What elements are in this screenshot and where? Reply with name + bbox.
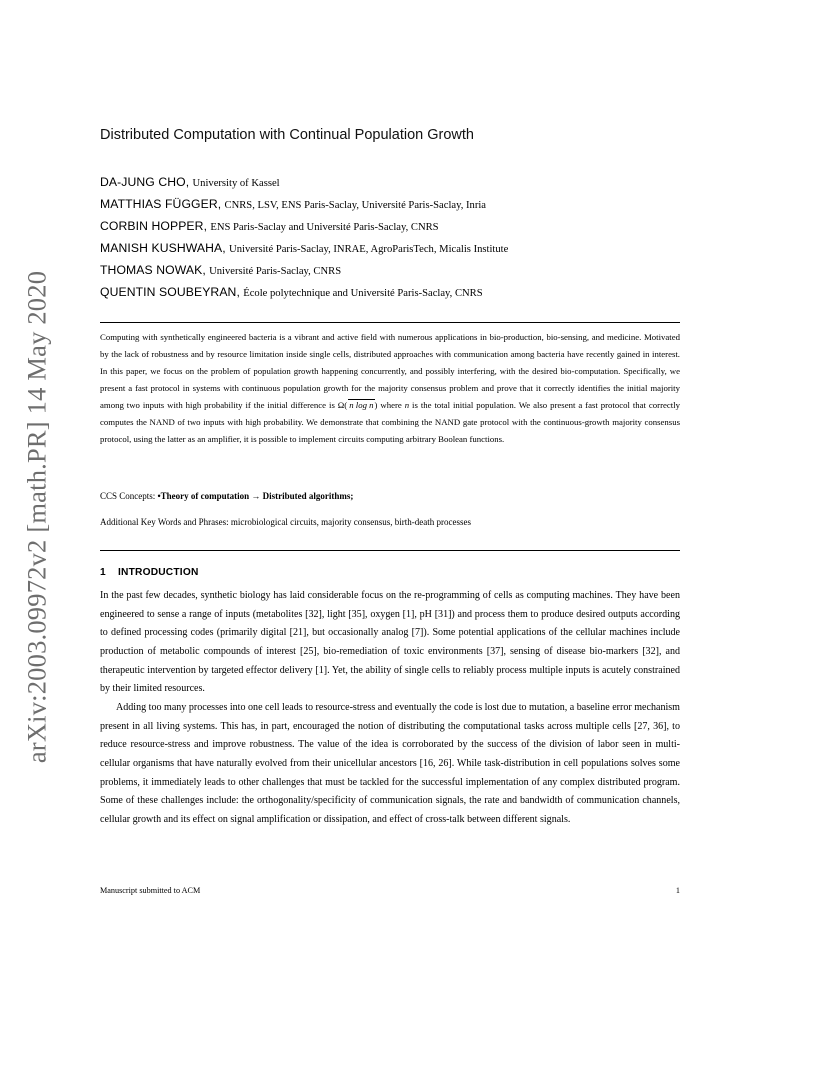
arxiv-identifier: arXiv:2003.09972v2 [math.PR] 14 May 2020: [21, 270, 52, 764]
author-affiliation: Université Paris-Saclay, CNRS: [209, 266, 342, 277]
math-variable: n: [404, 400, 410, 411]
author-entry: THOMAS NOWAK, Université Paris-Saclay, CNRS: [100, 263, 342, 277]
author-list: [100, 172, 700, 304]
section-number: 1: [100, 567, 106, 578]
author-name: DA-JUNG CHO: [100, 175, 186, 189]
arxiv-side-stamp: [14, 262, 60, 772]
footer-manuscript-note: Manuscript submitted to ACM: [100, 886, 201, 895]
author-entry: MATTHIAS FÜGGER, CNRS, LSV, ENS Paris-Saclay, Université Paris-Saclay, Inria: [100, 197, 486, 211]
ccs-concept: •Theory of computation → Distributed algorithms;: [157, 491, 354, 501]
author-affiliation: CNRS, LSV, ENS Paris-Saclay, Université Paris-Saclay, Inria: [224, 200, 486, 211]
author-affiliation: ENS Paris-Saclay and Université Paris-Saclay, CNRS: [210, 222, 439, 233]
author-affiliation: École polytechnique and Université Paris-Saclay, CNRS: [243, 288, 483, 299]
author-affiliation: University of Kassel: [192, 178, 280, 189]
section-title: INTRODUCTION: [118, 567, 199, 578]
author-name: QUENTIN SOUBEYRAN: [100, 285, 237, 299]
body-paragraph: In the past few decades, synthetic biology has laid considerable focus on the re-programming of cells as computing machines. They have been engineered to sense a range of inputs (metabolites [32], light [35], oxygen [1], pH [31]) and process them to produce desired outputs according to defined processing codes (primarily digital [21], but occasionally analog [7]). Some potential applications of the cellular machines include production of metabolic compounds of interest [25], bio-remediation of toxic environments [37], sensing of disease bio-markers [32], and therapeutic intervention by targeted effector delivery [1]. Yet, the ability of single cells to reliably process multiple inputs is acutely constrained by their limited resources.: [100, 590, 680, 695]
top-divider: [100, 322, 680, 323]
abstract: [100, 329, 680, 448]
keywords: Additional Key Words and Phrases: microbiological circuits, majority consensus, birth-death processes: [100, 517, 472, 527]
author-name: MANISH KUSHWAHA: [100, 241, 223, 255]
ccs-concepts: [100, 488, 680, 504]
paper-title: Distributed Computation with Continual Population Growth: [100, 127, 474, 143]
abstract-text: where: [377, 400, 405, 411]
section-body: [100, 587, 680, 830]
body-paragraph: Adding too many processes into one cell leads to resource-stress and eventually the code is lost due to mutation, a baseline error mechanism present in all living systems. This has, in part, encouraged the notion of distributing the computational tasks across multiple cells [27, 36], to reduce resource-stress and improve robustness. The value of the idea is corroborated by the success of the division of labor seen in multi-cellular organisms that have naturally evolved from their unicellular ancestors [16, 26]. While task-distribution in cell populations solves some problems, it immediately leads to other challenges that must be tackled for the successful implementation of any complex distributed program. Some of these challenges include: the orthogonality/specificity of communication signals, the rate and bandwidth of communication channels, cellular growth and its effect on signal amplification or dissipation, and effect of cross-talk between different signals.: [100, 701, 680, 825]
bottom-divider: [100, 550, 680, 551]
author-name: THOMAS NOWAK: [100, 263, 203, 277]
ccs-label: CCS Concepts:: [100, 491, 158, 501]
author-entry: MANISH KUSHWAHA, Université Paris-Saclay, INRAE, AgroParisTech, Micalis Institute: [100, 241, 509, 255]
author-affiliation: Université Paris-Saclay, INRAE, AgroParisTech, Micalis Institute: [229, 244, 509, 255]
math-close: ): [374, 400, 378, 411]
math-omega: Ω(: [337, 400, 348, 411]
author-name: MATTHIAS FÜGGER: [100, 197, 218, 211]
author-entry: CORBIN HOPPER, ENS Paris-Saclay and Université Paris-Saclay, CNRS: [100, 219, 439, 233]
abstract-text: Computing with synthetically engineered bacteria is a vibrant and active field with numerous applications in bio-production, bio-sensing, and medicine. Motivated by the lack of robustness and by resource limitation inside single cells, distributed approaches with communication among bacteria have recently gained in interest. In this paper, we focus on the problem of population growth happening concurrently, and possibly interfering, with the desired bio-computation. Specifically, we present a fast protocol in systems with continuous population growth for the majority consensus problem and prove that it correctly identifies the initial majority among two inputs with high probability if the initial difference is: [100, 332, 680, 411]
author-entry: DA-JUNG CHO, University of Kassel: [100, 175, 280, 189]
math-sqrt-term: n log n: [349, 400, 374, 411]
abstract-text: is the total initial population. We also present a fast protocol that correctly computes the NAND of two inputs with high probability. We demonstrate that combining the NAND gate protocol with the continuous-growth majority consensus protocol, using the latter as an amplifier, it is possible to implement circuits computing arbitrary Boolean functions.: [100, 400, 680, 445]
section-heading: [100, 564, 680, 582]
page-number: 1: [675, 886, 680, 895]
author-name: CORBIN HOPPER: [100, 219, 204, 233]
author-entry: QUENTIN SOUBEYRAN, École polytechnique and Université Paris-Saclay, CNRS: [100, 285, 483, 299]
